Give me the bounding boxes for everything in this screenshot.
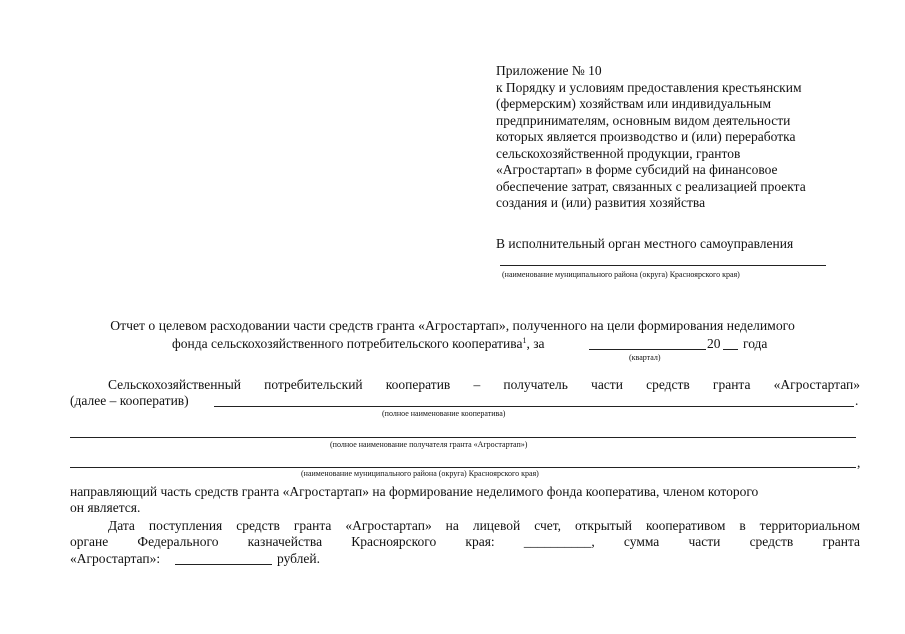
amount-field[interactable] (175, 564, 272, 565)
para3-line3-prefix: «Агростартап»: (70, 551, 161, 566)
report-title-line2-text: фонда сельскохозяйственного потребительского кооператива (172, 336, 523, 351)
para3-line1: Дата поступления средств гранта «Агростартап» на лицевой счет, открытый кооперативом в территориальном (108, 518, 860, 533)
appendix-line: обеспечение затрат, связанных с реализацией проекта (496, 178, 806, 194)
appendix-line: (фермерским) хозяйствам или индивидуальным (496, 96, 771, 111)
appendix-line: которых является производство и (или) переработка (496, 129, 796, 144)
footnote-mark: 1 (522, 336, 527, 345)
para1-line1: Сельскохозяйственный потребительский кооператив – получатель части средств гранта «Агростартап» (108, 377, 860, 392)
report-title-line2 (172, 336, 545, 352)
addressee-caption: (наименование муниципального района (округа) Красноярского края) (502, 270, 740, 279)
appendix-line: сельскохозяйственной продукции, грантов (496, 145, 741, 161)
addressee-underline (500, 265, 826, 266)
period-mark: . (855, 393, 859, 408)
year-field[interactable] (723, 349, 738, 350)
period-caption: (квартал) (629, 353, 661, 362)
year-suffix: года (743, 336, 768, 351)
comma-mark: , (857, 455, 861, 470)
coop-name-field[interactable] (214, 406, 854, 407)
appendix-title: Приложение № 10 (496, 63, 602, 78)
appendix-line: к Порядку и условиям предоставления крестьянским (496, 79, 802, 95)
appendix-line: предпринимателям, основным видом деятельности (496, 112, 791, 128)
appendix-header (496, 63, 856, 212)
report-title-line2-suffix: , за (526, 336, 545, 351)
para1-line2: (далее – кооператив) (70, 393, 189, 408)
recipient-name-field[interactable] (70, 437, 856, 438)
addressee-text: В исполнительный орган местного самоуправления (496, 236, 794, 251)
caption-recipient: (полное наименование получателя гранта «Агростартап») (330, 440, 528, 449)
caption-coop: (полное наименование кооператива) (382, 409, 506, 418)
para2-line2: он является. (70, 500, 141, 515)
appendix-line: создания и (или) развития хозяйства (496, 195, 706, 210)
year-prefix: 20 (707, 336, 721, 351)
report-title-line1: Отчет о целевом расходовании части средств гранта «Агростартап», полученного на цели формирования неделимого (110, 318, 795, 333)
quarter-field[interactable] (589, 349, 706, 350)
appendix-line: «Агростартап» в форме субсидий на финансовое (496, 162, 778, 177)
para3-line3-suffix: рублей. (277, 551, 321, 566)
district-name-field[interactable] (70, 467, 856, 468)
para3-line2: органе Федерального казначейства Красноярского края: __________, сумма части средств гранта (70, 534, 860, 549)
caption-district: (наименование муниципального района (округа) Красноярского края) (301, 469, 539, 478)
para2-line1: направляющий часть средств гранта «Агростартап» на формирование неделимого фонда кооператива, членом которого (70, 484, 759, 499)
